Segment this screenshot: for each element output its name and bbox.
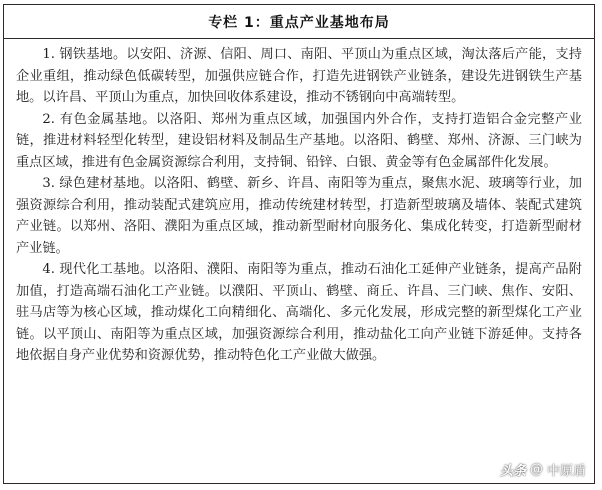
paragraph-nonferrous-base: 2. 有色金属基地。以洛阳、郑州为重点区域，加强国内外合作，支持打造铝合金完整产业链，推进材料轻型化转型，建设铝材料及制品生产基地。以洛阳、鹤壁、郑州、济源、三门峡为重点区域，推进有色金属资源综合利用，支持铜、铅锌、白银、黄金等有色金属部件化发展。 [16, 111, 582, 170]
column-body [4, 39, 594, 367]
watermark-brand: 头条 [499, 464, 526, 479]
watermark-at: @ [529, 462, 543, 477]
watermark-account: 中原盾 [546, 464, 586, 479]
column-box [3, 4, 595, 484]
toutiao-watermark [500, 460, 586, 479]
column-title: 专栏 1：重点产业基地布局 [208, 14, 390, 31]
paragraph-modern-chemical-base: 4. 现代化工基地。以洛阳、濮阳、南阳等为重点，推动石油化工延伸产业链条，提高产品附加值，打造高端石油化工产业链。以濮阳、平顶山、鹤壁、商丘、许昌、三门峡、焦作、安阳、驻马店等为核心区域，推动煤化工向精细化、高端化、多元化发展，形成完整的新型煤化工产业链。以平顶山、南阳等为重点区域，加强资源综合利用，推动盐化工向产业链下游延伸。支持各地依据自身产业优势和资源优势，推动特色化工产业做大做强。 [16, 262, 582, 363]
column-header [4, 5, 594, 39]
paragraph-green-building-materials-base: 3. 绿色建材基地。以洛阳、鹤壁、新乡、许昌、南阳等为重点，聚焦水泥、玻璃等行业，加强资源综合利用，推动装配式建筑应用，推动传统建材转型，打造新型玻璃及墙体、装配式建筑产业链。以郑州、洛阳、濮阳为重点区域，推动新型耐材向服务化、集成化转变，打造新型耐材产业链。 [16, 176, 582, 256]
paragraph-steel-base: 1. 钢铁基地。以安阳、济源、信阳、周口、南阳、平顶山为重点区域，淘汰落后产能，支持企业重组，推动绿色低碳转型，加强供应链合作，打造先进钢铁产业链条，建设先进钢铁生产基地。以许昌、平顶山为重点，加快回收体系建设，推动不锈钢向中高端转型。 [16, 47, 582, 105]
